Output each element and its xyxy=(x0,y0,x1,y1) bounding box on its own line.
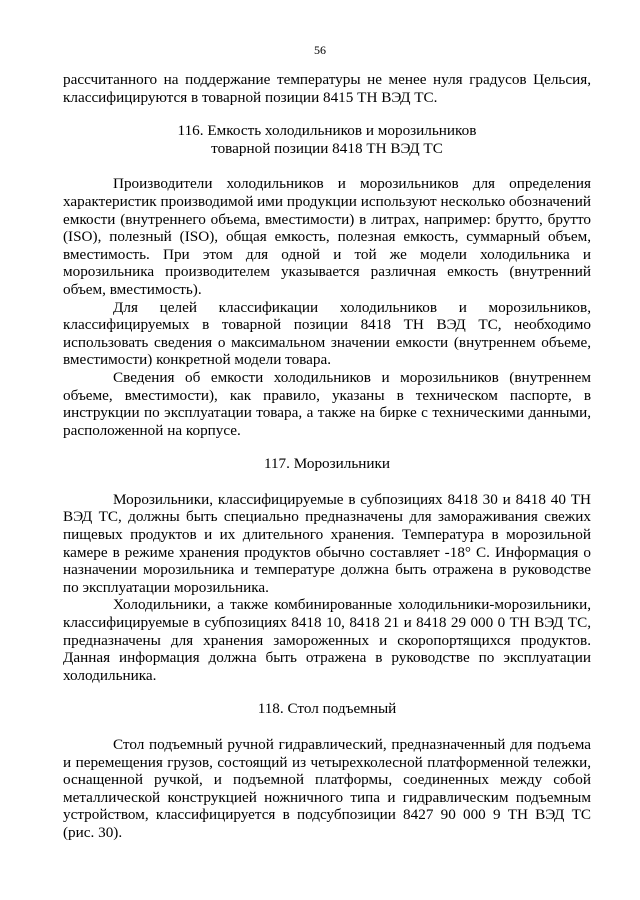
section-116-heading-line1: 116. Емкость холодильников и морозильников xyxy=(177,122,477,140)
page-number: 56 xyxy=(314,43,326,57)
intro-paragraph: рассчитанного на поддержание температуры не менее нуля градусов Цельсия, классифицируются в товарной позиции 8415 ТН ВЭД ТС. xyxy=(63,71,591,106)
section-118-paragraph-1: Стол подъемный ручной гидравлический, предназначенный для подъема и перемещения грузов, состоящий из четырехколесной платформенной тележки, оснащенной ручкой, и подъемной платформы, соединенных между собой металлической конструкцией ножничного типа и гидравлическим подъемным устройством, классифицируется в подсубпозиции 8427 90 000 9 ТН ВЭД ТС (рис. 30). xyxy=(63,736,591,841)
section-116 xyxy=(63,122,591,439)
section-116-paragraph-3: Сведения об емкости холодильников и морозильников (внутреннем объеме, вместимости), как правило, указаны в техническом паспорте, в инструкции по эксплуатации товара, а также на бирке с техническими данными, расположенной на корпусе. xyxy=(63,368,591,439)
section-118-heading: 118. Стол подъемный xyxy=(257,700,397,718)
section-117-paragraph-2: Холодильники, а также комбинированные холодильники-морозильники, классифицируемые в субпозициях 8418 10, 8418 21 и 8418 29 000 0 ТН ВЭД ТС, предназначены для хранения замороженных и скоропортящихся продуктов. Данная информация должна быть отражена в руководстве по эксплуатации холодильника. xyxy=(63,596,591,684)
section-116-paragraph-1: Производители холодильников и морозильников для определения характеристик производимой ими продукции используют несколько обозначений емкости (внутреннего объема, вместимости) в литрах, например: брутто, брутто (ISO), полезный (ISO), общая емкость, полезная емкость, суммарный объем, вместимость. При этом для одной и той же модели холодильника и морозильника производителем указывается различная емкость (внутренний объем, вместимость). xyxy=(63,175,591,298)
page-content xyxy=(63,71,591,842)
section-117-heading: 117. Морозильники xyxy=(263,455,391,473)
section-118 xyxy=(63,700,591,841)
section-117 xyxy=(63,455,591,684)
section-117-paragraph-1: Морозильники, классифицируемые в субпозициях 8418 30 и 8418 40 ТН ВЭД ТС, должны быть специально предназначены для замораживания свежих пищевых продуктов и их длительного хранения. Температура в морозильной камере в режиме хранения продуктов обычно составляет -18° С. Информация о назначении морозильника и температуре должна быть отражена в руководстве по эксплуатации морозильника. xyxy=(63,490,591,596)
section-116-heading-line2: товарной позиции 8418 ТН ВЭД ТС xyxy=(211,139,443,157)
section-116-paragraph-2: Для целей классификации холодильников и морозильников, классифицируемых в товарной позиции 8418 ТН ВЭД ТС, необходимо использовать сведения о максимальном значении емкости (внутреннем объеме, вместимости) конкретной модели товара. xyxy=(63,298,591,369)
